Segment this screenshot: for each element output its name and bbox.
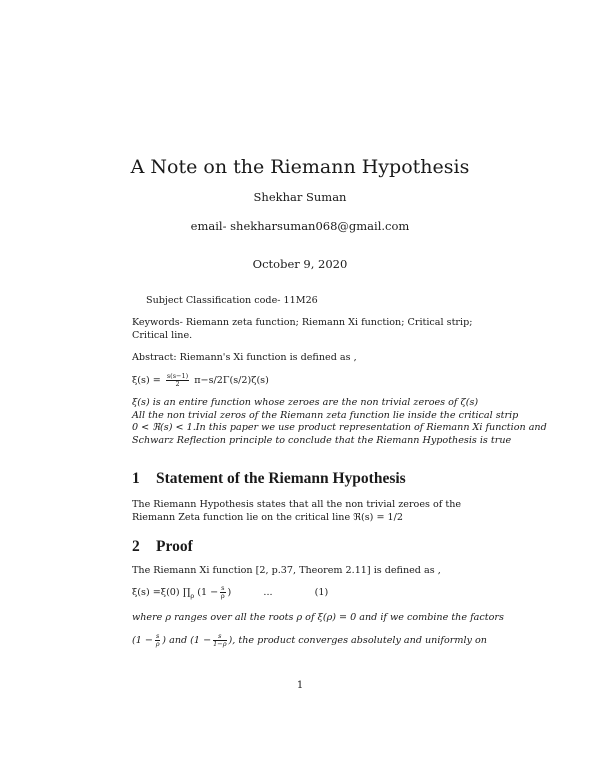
where-line: where ρ ranges over all the roots ρ of ξ(ρ) = 0 and if we combine the factors bbox=[132, 612, 504, 623]
section-2-title: Proof bbox=[156, 538, 193, 555]
factor-and: and (1 − bbox=[169, 635, 212, 646]
product-lhs: ξ(s) =ξ(0) ∏ bbox=[132, 587, 191, 598]
product-numerator: s bbox=[221, 584, 225, 592]
page-number: 1 bbox=[296, 680, 304, 691]
factor-a-numerator: s bbox=[155, 632, 160, 640]
factor-b-fraction bbox=[213, 633, 226, 648]
xi-definition bbox=[132, 373, 269, 388]
author-email: email- shekharsuman068@gmail.com bbox=[190, 219, 410, 233]
abstract-line-4: Schwarz Reflection principle to conclude that the Riemann Hypothesis is true bbox=[132, 435, 512, 446]
section-2-heading bbox=[132, 538, 193, 556]
product-denominator: ρ bbox=[220, 592, 225, 600]
keywords-line-1: Keywords- Riemann zeta function; Riemann Xi function; Critical strip; bbox=[132, 317, 473, 328]
product-dots: ... bbox=[263, 587, 273, 598]
xi-def-fraction bbox=[166, 373, 189, 388]
xi-def-lhs: ξ(s) = bbox=[132, 375, 161, 386]
equation-number: (1) bbox=[314, 587, 329, 598]
proof-intro: The Riemann Xi function [2, p.37, Theorem 2.11] is defined as , bbox=[132, 565, 441, 576]
subject-classification: Subject Classification code- 11M26 bbox=[146, 295, 318, 306]
factor-b-denominator: 1−ρ bbox=[213, 640, 227, 648]
product-close: ) bbox=[227, 587, 232, 598]
factor-a-denominator: ρ bbox=[155, 640, 160, 648]
xi-def-denominator: 2 bbox=[175, 380, 180, 388]
factor-a-fraction bbox=[155, 633, 160, 648]
factors-line bbox=[132, 633, 487, 648]
product-subscript: ρ bbox=[190, 591, 195, 600]
author-name: Shekhar Suman bbox=[253, 190, 347, 204]
factor-a-close: ) bbox=[162, 635, 167, 646]
factor-a-open: (1 − bbox=[132, 635, 153, 646]
section-1-title: Statement of the Riemann Hypothesis bbox=[156, 470, 406, 487]
section-1-line-1: The Riemann Hypothesis states that all the non trivial zeroes of the bbox=[132, 499, 462, 510]
paper-title: A Note on the Riemann Hypothesis bbox=[130, 156, 470, 178]
abstract-line-2: All the non trivial zeros of the Riemann zeta function lie inside the critical strip bbox=[132, 410, 519, 421]
product-fraction bbox=[220, 585, 225, 600]
factor-b-close: ), the product converges absolutely and uniformly on bbox=[228, 635, 487, 646]
xi-def-rhs: π−s/2Γ(s/2)ζ(s) bbox=[194, 375, 269, 386]
product-open: (1 − bbox=[197, 587, 219, 598]
section-1-heading bbox=[132, 470, 406, 488]
abstract-intro: Abstract: Riemann's Xi function is defined as , bbox=[132, 352, 357, 363]
section-2-number: 2 bbox=[132, 538, 140, 555]
factor-b-numerator: s bbox=[213, 633, 226, 641]
xi-def-numerator: s(s−1) bbox=[166, 372, 189, 380]
abstract-line-1: ξ(s) is an entire function whose zeroes are the non trivial zeroes of ζ(s) bbox=[132, 397, 479, 408]
paper-date: October 9, 2020 bbox=[252, 257, 348, 271]
abstract-line-3: 0 < ℜ(s) < 1.In this paper we use product representation of Riemann Xi function and bbox=[132, 422, 547, 433]
product-formula bbox=[132, 585, 328, 600]
section-1-line-2: Riemann Zeta function lie on the critical line ℜ(s) = 1/2 bbox=[132, 512, 403, 523]
keywords-line-2: Critical line. bbox=[132, 330, 193, 341]
section-1-number: 1 bbox=[132, 470, 140, 487]
